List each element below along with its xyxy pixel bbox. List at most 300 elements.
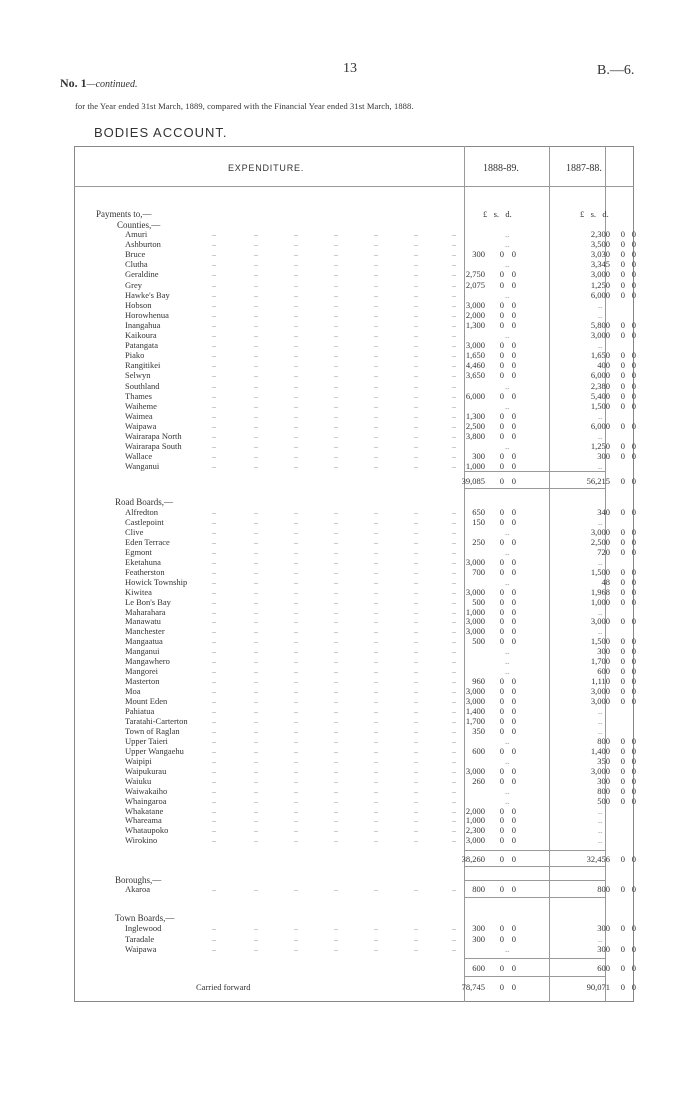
amount-1887-88-pounds: 3,345 [590,259,610,270]
table-row [0,923,700,933]
amount-1887-88-pence: 0 [631,884,636,894]
row-label: Waipawa [125,944,157,954]
amount-1887-88-pence: 0 [631,390,636,401]
table-row [0,726,700,736]
amount-1887-88-pence: 0 [631,350,636,361]
row-label: Alfredton [125,507,159,517]
row-label: Featherston [125,566,165,577]
table-row [0,746,700,756]
amount-1887-88-pounds: 90,071 [586,982,610,992]
table-row [0,557,700,567]
amount-1887-88-blank: .. [598,556,603,567]
leader-dots: .. .. .. .. .. .. .. [212,566,456,576]
table-row [0,461,700,471]
amount-1888-89-pence: 0 [511,536,516,547]
amount-1888-89-blank: .. [505,289,510,300]
row-label: Clive [125,526,144,537]
amount-1887-88-pounds: 3,030 [590,249,610,260]
table-row [0,676,700,686]
row-label: Grey [125,279,142,290]
amount-1887-88-pounds: 300 [597,775,610,786]
leader-dots: .. .. .. .. .. .. .. [212,626,456,636]
amount-1887-88-pounds: 800 [597,884,610,894]
row-label: Thames [125,390,152,401]
amount-1888-89-pounds: 2,000 [465,805,485,816]
leader-dots: .. .. .. .. .. .. .. [212,507,456,516]
amount-1888-89-pence: 0 [511,775,516,786]
amount-1887-88-shillings: 0 [620,239,625,250]
amount-1888-89-blank: .. [505,944,510,954]
table-row [0,370,700,380]
amount-1888-89-pounds: 650 [472,507,485,517]
amount-1887-88-shillings: 0 [620,686,625,697]
table-row [0,766,700,776]
amount-1888-89-shillings: 0 [499,765,504,776]
amount-1887-88-shillings: 0 [620,745,625,756]
road-boards-subtotal-rule-1 [465,850,549,851]
table-row [0,537,700,547]
leader-dots: .. .. .. .. .. .. .. [212,229,456,238]
amount-1887-88-blank: .. [598,410,603,421]
row-label: Whaingaroa [125,795,167,806]
leader-dots: .. .. .. .. .. .. .. [212,249,456,259]
amount-1888-89-shillings: 0 [499,854,504,864]
table-row [0,330,700,340]
row-label: Amuri [125,229,148,239]
leader-dots: .. .. .. .. .. .. .. [212,696,456,706]
amount-1887-88-shillings: 0 [620,586,625,597]
amount-1888-89-pounds: 1,300 [465,410,485,421]
amount-1887-88-shillings: 0 [620,765,625,776]
amount-1888-89-shillings: 0 [499,516,504,527]
amount-1888-89-shillings: 0 [499,686,504,697]
header-divider [74,186,634,187]
amount-1888-89-pounds: 1,000 [465,815,485,826]
amount-1888-89-pence: 0 [511,963,516,973]
amount-1887-88-pounds: 32,456 [586,854,610,864]
amount-1887-88-pounds: 3,500 [590,239,610,250]
amount-1887-88-blank: .. [598,626,603,637]
leader-dots: .. .. .. .. .. .. .. [212,765,456,775]
table-row [0,686,700,696]
leader-dots: .. .. .. .. .. .. .. [212,390,456,400]
row-label: Manganui [125,646,160,657]
row-label: Bruce [125,249,146,260]
amount-1887-88-shillings: 0 [620,350,625,361]
amount-1888-89-pounds: 3,000 [465,626,485,637]
amount-1888-89-pence: 0 [511,676,516,687]
row-label: Upper Wangaehu [125,745,184,756]
table-row [0,716,700,726]
leader-dots: .. .. .. .. .. .. .. [212,676,456,686]
table-row [0,567,700,577]
table-row [0,350,700,360]
amount-1887-88-blank: .. [598,340,603,351]
table-row [0,441,700,451]
amount-1888-89-pounds: 4,460 [465,360,485,371]
amount-1887-88-shillings: 0 [620,507,625,517]
amount-1887-88-pounds: 400 [597,360,610,371]
amount-1888-89-pence: 0 [511,249,516,260]
amount-1888-89-pounds: 1,650 [465,350,485,361]
leader-dots: .. .. .. .. .. .. .. [212,835,456,845]
table-row [0,401,700,411]
amount-1888-89-shillings: 0 [499,815,504,826]
amount-1888-89-pounds: 3,800 [465,431,485,441]
amount-1888-89-shillings: 0 [499,884,504,894]
amount-1887-88-pence: 0 [631,963,636,973]
row-label: Wirokino [125,835,158,846]
amount-1888-89-pence: 0 [511,606,516,617]
row-label: Whareama [125,815,162,826]
table-row [0,706,700,716]
table-row [0,421,700,431]
amount-1888-89-pounds: 3,000 [465,586,485,597]
amount-1888-89-pence: 0 [511,725,516,736]
amount-1888-89-pounds: 300 [472,923,485,933]
leader-dots: .. .. .. .. .. .. .. [212,745,456,755]
amount-1888-89-pounds: 350 [472,725,485,736]
amount-1887-88-pounds: 300 [597,646,610,657]
amount-1887-88-pence: 0 [631,289,636,300]
road-boards-total-rule-2 [550,866,605,867]
amount-1888-89-blank: .. [505,229,510,239]
amount-1887-88-pounds: 1,968 [590,586,610,597]
amount-1887-88-pounds: 6,000 [590,370,610,381]
row-label: Waipipi [125,755,152,766]
row-label: Mangaatua [125,636,163,647]
road-boards-total-row [0,854,700,864]
amount-1887-88-pence: 0 [631,536,636,547]
amount-1887-88-pounds: 5,800 [590,319,610,330]
amount-1887-88-shillings: 0 [620,646,625,657]
amount-1888-89-shillings: 0 [499,715,504,726]
amount-1887-88-pounds: 1,500 [590,566,610,577]
amount-1888-89-pounds: 78,745 [461,982,485,992]
amount-1887-88-pence: 0 [631,755,636,766]
amount-1888-89-pence: 0 [511,825,516,836]
amount-1888-89-shillings: 0 [499,933,504,944]
amount-1888-89-pounds: 300 [472,451,485,462]
row-label: Hobson [125,299,152,310]
boroughs-bottom-rule-2 [550,897,605,898]
row-label: Akaroa [125,884,151,894]
row-label: Horowhenua [125,309,169,320]
amount-1887-88-pounds: 3,000 [590,686,610,697]
row-label: Selwyn [125,370,151,381]
amount-1888-89-pounds: 1,700 [465,715,485,726]
amount-1887-88-pence: 0 [631,775,636,786]
amount-1887-88-shillings: 0 [620,755,625,766]
amount-1887-88-shillings: 0 [620,249,625,260]
town-boards-subtotal-rule-1 [465,958,549,959]
amount-1887-88-pence: 0 [631,636,636,647]
row-label: Clutha [125,259,148,270]
leader-dots: .. .. .. .. .. .. .. [212,715,456,725]
amount-1888-89-pounds: 600 [472,963,485,973]
amount-1887-88-blank: .. [598,431,603,441]
table-row [0,806,700,816]
row-label: Waiheme [125,400,157,411]
amount-1887-88-pence: 0 [631,795,636,806]
boroughs-bottom-rule-1 [465,897,549,898]
amount-1887-88-pence: 0 [631,616,636,627]
amount-1888-89-pounds: 250 [472,536,485,547]
leader-dots: .. .. .. .. .. .. .. [212,616,456,626]
row-label: Mangawhero [125,656,170,667]
row-label: Mount Eden [125,696,168,707]
amount-1887-88-shillings: 0 [620,319,625,330]
amount-1888-89-shillings: 0 [499,676,504,687]
amount-1888-89-pence: 0 [511,461,516,472]
row-label: Kiwitea [125,586,152,597]
amount-1888-89-blank: .. [505,400,510,411]
leader-dots: .. .. .. .. .. .. .. [212,259,456,269]
amount-1888-89-pence: 0 [511,299,516,310]
leader-dots: .. .. .. .. .. .. .. [212,269,456,279]
leader-dots: .. .. .. .. .. .. .. [212,825,456,835]
document-reference: B.—6. [597,63,635,78]
amount-1888-89-pence: 0 [511,431,516,441]
amount-1887-88-blank: .. [598,805,603,816]
amount-1888-89-shillings: 0 [499,249,504,260]
amount-1887-88-shillings: 0 [620,420,625,431]
leader-dots: .. .. .. .. .. .. .. [212,725,456,735]
leader-dots: .. .. .. .. .. .. .. [212,586,456,596]
table-row [0,300,700,310]
row-label: Ashburton [125,239,161,250]
amount-1887-88-pence: 0 [631,566,636,577]
leader-dots: .. .. .. .. .. .. .. [212,380,456,390]
table-row [0,507,700,517]
amount-1887-88-pence: 0 [631,982,636,992]
table-row [0,527,700,537]
amount-1887-88-pounds: 300 [597,451,610,462]
table-row [0,391,700,401]
table-row [0,786,700,796]
row-label: Carried forward [196,982,251,992]
table-row [0,517,700,527]
amount-1888-89-pounds: 500 [472,596,485,607]
amount-1887-88-pence: 0 [631,476,636,486]
leader-dots: .. .. .. .. .. .. .. [212,815,456,825]
amount-1888-89-pence: 0 [511,507,516,517]
amount-1888-89-pence: 0 [511,556,516,567]
amount-1887-88-shillings: 0 [620,636,625,647]
leader-dots: .. .. .. .. .. .. .. [212,576,456,586]
amount-1888-89-pence: 0 [511,805,516,816]
amount-1888-89-pounds: 2,075 [465,279,485,290]
amount-1887-88-pounds: 56,215 [586,476,610,486]
amount-1887-88-pounds: 2,300 [590,229,610,239]
amount-1887-88-pounds: 3,000 [590,616,610,627]
amount-1887-88-pounds: 6,000 [590,289,610,300]
amount-1888-89-blank: .. [505,785,510,796]
counties-subtotal-rule-2 [550,471,605,472]
page-number: 13 [343,61,357,76]
town-boards-subtotal-rule-2 [550,958,605,959]
amount-1888-89-shillings: 0 [499,319,504,330]
amount-1887-88-pence: 0 [631,400,636,411]
table-row [0,666,700,676]
payments-heading: Payments to,— [96,209,152,219]
amount-1888-89-shillings: 0 [499,706,504,716]
amount-1887-88-pounds: 720 [597,546,610,557]
boroughs-top-rule-2 [550,880,605,881]
amount-1888-89-pounds: 2,750 [465,269,485,280]
boroughs-top-rule-1 [465,880,549,881]
amount-1887-88-pence: 0 [631,451,636,462]
amount-1887-88-pence: 0 [631,420,636,431]
amount-1888-89-shillings: 0 [499,556,504,567]
amount-1887-88-pounds: 500 [597,795,610,806]
table-row [0,239,700,249]
leader-dots: .. .. .. .. .. .. .. [212,400,456,410]
currency-header-1: £ s. d. [483,209,512,219]
amount-1887-88-pence: 0 [631,785,636,796]
amount-1887-88-shillings: 0 [620,944,625,954]
amount-1888-89-pence: 0 [511,516,516,527]
amount-1887-88-shillings: 0 [620,229,625,239]
town-boards-heading: Town Boards,— [115,913,175,923]
leader-dots: .. .. .. .. .. .. .. [212,319,456,329]
row-label: Taradale [125,933,155,944]
leader-dots: .. .. .. .. .. .. .. [212,755,456,765]
leader-dots: .. .. .. .. .. .. .. [212,686,456,696]
amount-1887-88-blank: .. [598,933,603,944]
table-row [0,736,700,746]
amount-1887-88-pounds: 3,000 [590,765,610,776]
table-row [0,587,700,597]
row-label: Maharahara [125,606,166,617]
amount-1887-88-pence: 0 [631,229,636,239]
amount-1887-88-pounds: 1,250 [590,279,610,290]
amount-1888-89-pence: 0 [511,269,516,280]
amount-1887-88-shillings: 0 [620,656,625,667]
amount-1888-89-pounds: 2,000 [465,309,485,320]
carried-forward-row [0,982,700,992]
table-row [0,884,700,894]
amount-1887-88-pounds: 1,400 [590,745,610,756]
amount-1888-89-shillings: 0 [499,360,504,371]
amount-1887-88-pounds: 1,250 [590,441,610,452]
table-row [0,340,700,350]
amount-1888-89-pence: 0 [511,596,516,607]
amount-1888-89-pence: 0 [511,815,516,826]
leader-dots: .. .. .. .. .. .. .. [212,279,456,289]
expenditure-column-header: EXPENDITURE. [228,163,305,173]
amount-1887-88-pence: 0 [631,370,636,381]
amount-1887-88-shillings: 0 [620,982,625,992]
amount-1887-88-shillings: 0 [620,269,625,280]
amount-1887-88-pence: 0 [631,666,636,677]
amount-1887-88-pence: 0 [631,646,636,657]
road-boards-subtotal-rule-2 [550,850,605,851]
table-row [0,249,700,259]
currency-header-2: £ s. d. [580,209,609,219]
leader-dots: .. .. .. .. .. .. .. [212,656,456,666]
table-row [0,607,700,617]
amount-1888-89-pence: 0 [511,616,516,627]
leader-dots: .. .. .. .. .. .. .. [212,636,456,646]
row-label: Upper Taieri [125,735,168,746]
table-row [0,626,700,636]
amount-1888-89-shillings: 0 [499,586,504,597]
amount-1887-88-pence: 0 [631,686,636,697]
row-label: Inglewood [125,923,162,933]
amount-1887-88-pence: 0 [631,259,636,270]
row-label: Waimea [125,410,153,421]
leader-dots: .. .. .. .. .. .. .. [212,309,456,319]
amount-1887-88-shillings: 0 [620,451,625,462]
table-row [0,597,700,607]
amount-1888-89-pence: 0 [511,626,516,637]
row-label: Hawke's Bay [125,289,170,300]
amount-1888-89-shillings: 0 [499,309,504,320]
amount-1888-89-blank: .. [505,576,510,587]
amount-1887-88-blank: .. [598,299,603,310]
amount-1888-89-pounds: 260 [472,775,485,786]
amount-1888-89-pounds: 1,000 [465,461,485,472]
row-label: Rangitikei [125,360,161,371]
amount-1888-89-blank: .. [505,646,510,657]
amount-1888-89-shillings: 0 [499,566,504,577]
row-label: Taratahi-Carterton [125,715,188,726]
town-boards-total-rule-2 [550,976,605,977]
table-row [0,835,700,845]
table-row [0,776,700,786]
amount-1887-88-shillings: 0 [620,923,625,933]
amount-1887-88-shillings: 0 [620,596,625,607]
leader-dots: .. .. .. .. .. .. .. [212,299,456,309]
amount-1888-89-shillings: 0 [499,507,504,517]
amount-1888-89-pence: 0 [511,586,516,597]
document-number: No. 1—continued. [60,76,138,90]
amount-1888-89-pounds: 3,000 [465,340,485,351]
amount-1888-89-shillings: 0 [499,923,504,933]
row-label: Masterton [125,676,160,687]
amount-1888-89-pounds: 800 [472,884,485,894]
table-row [0,636,700,646]
amount-1887-88-shillings: 0 [620,400,625,411]
leader-dots: .. .. .. .. .. .. .. [212,805,456,815]
amount-1888-89-shillings: 0 [499,451,504,462]
amount-1887-88-shillings: 0 [620,289,625,300]
table-row [0,815,700,825]
road-boards-total-rule-1 [465,866,549,867]
amount-1888-89-shillings: 0 [499,982,504,992]
amount-1888-89-pence: 0 [511,319,516,330]
amount-1887-88-pence: 0 [631,696,636,707]
row-label: Pahiatua [125,706,155,716]
amount-1888-89-shillings: 0 [499,596,504,607]
leader-dots: .. .. .. .. .. .. .. [212,666,456,676]
row-label: Patangata [125,340,159,351]
amount-1888-89-pounds: 38,260 [461,854,485,864]
amount-1887-88-pence: 0 [631,507,636,517]
row-label: Inangahua [125,319,161,330]
amount-1888-89-pence: 0 [511,982,516,992]
amount-1887-88-shillings: 0 [620,330,625,340]
leader-dots: .. .. .. .. .. .. .. [212,239,456,249]
amount-1888-89-blank: .. [505,666,510,677]
amount-1888-89-shillings: 0 [499,606,504,617]
leader-dots: .. .. .. .. .. .. .. [212,461,456,471]
amount-1887-88-shillings: 0 [620,390,625,401]
amount-1888-89-shillings: 0 [499,636,504,647]
row-label: Waiwakaiho [125,785,168,796]
amount-1887-88-shillings: 0 [620,546,625,557]
